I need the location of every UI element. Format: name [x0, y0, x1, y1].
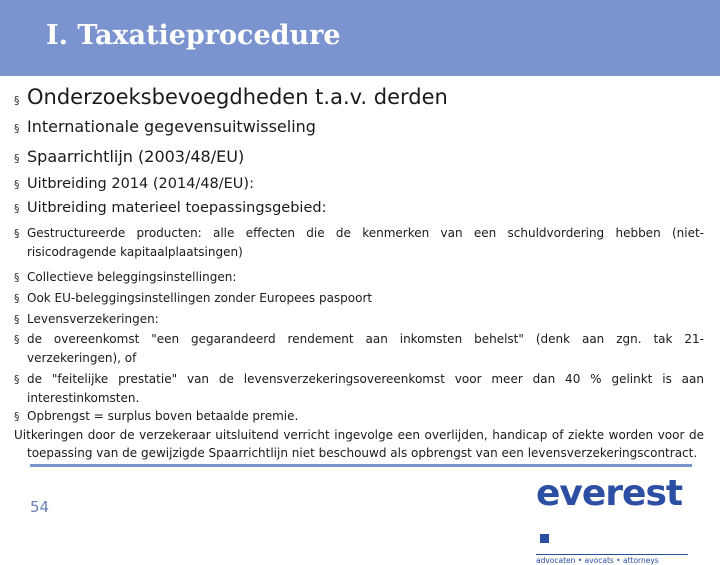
bullet-heading-3 — [14, 142, 704, 172]
bullet-icon: § — [14, 271, 20, 284]
footer-divider — [30, 464, 692, 467]
item-1-text: Uitbreiding 2014 (2014/48/EU): — [27, 176, 254, 192]
paragraph-1-line-a: Gestructureerde producten: alle effecten die de kenmerken van een schuldvordering hebben (niet- — [27, 226, 704, 240]
paragraph-3-text: Ook EU-beleggingsinstellingen zonder Europees paspoort — [27, 291, 373, 305]
page-number: 54 — [30, 498, 50, 516]
heading-2-text: Internationale gegevensuitwisseling — [27, 117, 316, 136]
slide-title: I. Taxatieprocedure — [46, 20, 341, 51]
paragraph-5-continued: verzekeringen), of — [27, 351, 137, 365]
logo-word-text: everest — [536, 473, 683, 514]
bullet-item-1 — [14, 172, 704, 196]
paragraph-7 — [14, 407, 704, 426]
bullet-heading-2 — [14, 112, 704, 142]
bullet-icon: § — [14, 227, 20, 240]
paragraph-1-continued: risicodragende kapitaalplaatsingen) — [27, 245, 243, 259]
paragraph-8-continued: toepassing van de gewijzigde Spaarrichtlijn niet beschouwd als opbrengst van een levensverzekeringscontract. — [27, 446, 698, 460]
paragraph-7-text: Opbrengst = surplus boven betaalde premie. — [27, 409, 299, 423]
paragraph-4 — [14, 309, 704, 330]
everest-logo — [536, 473, 692, 565]
bullet-icon: § — [14, 373, 20, 386]
paragraph-6-continued: interestinkomsten. — [27, 391, 140, 405]
bullet-item-2 — [14, 196, 704, 220]
paragraph-4-text: Levensverzekeringen: — [27, 312, 159, 326]
paragraph-2 — [14, 267, 704, 288]
bullet-icon: § — [14, 292, 20, 305]
paragraph-5-line-a: de overeenkomst "een gegarandeerd rendement aan inkomsten behelst" (denk aan zgn. tak 21- — [27, 332, 704, 346]
paragraph-8: Uitkeringen door de verzekeraar uitsluitend verricht ingevolge een overlijden, handicap of ziekte worden voor de — [14, 428, 704, 442]
bullet-icon: § — [14, 94, 20, 107]
bullet-icon: § — [14, 152, 20, 165]
item-2-text: Uitbreiding materieel toepassingsgebied: — [27, 200, 327, 216]
logo-square-icon — [540, 534, 549, 543]
paragraph-2-text: Collectieve beleggingsinstellingen: — [27, 270, 237, 284]
slide-content — [14, 82, 704, 462]
paragraph-1 — [14, 224, 704, 243]
bullet-icon: § — [14, 410, 20, 423]
paragraph-5 — [14, 330, 704, 349]
logo-tagline: advocaten • avocats • attorneys — [536, 554, 688, 565]
bullet-icon: § — [14, 202, 20, 215]
heading-3-text: Spaarrichtlijn (2003/48/EU) — [27, 147, 245, 166]
paragraph-3 — [14, 288, 704, 309]
bullet-icon: § — [14, 333, 20, 346]
heading-1-text: Onderzoeksbevoegdheden t.a.v. derden — [27, 85, 448, 109]
paragraph-6 — [14, 370, 704, 389]
bullet-icon: § — [14, 122, 20, 135]
logo-wordmark — [536, 474, 692, 554]
bullet-icon: § — [14, 178, 20, 191]
title-bar — [0, 0, 720, 76]
paragraph-6-line-a: de "feitelijke prestatie" van de levensverzekeringsovereenkomst voor meer dan 40 % gelinkt is aan — [27, 372, 704, 386]
bullet-icon: § — [14, 313, 20, 326]
bullet-heading-1 — [14, 82, 704, 112]
